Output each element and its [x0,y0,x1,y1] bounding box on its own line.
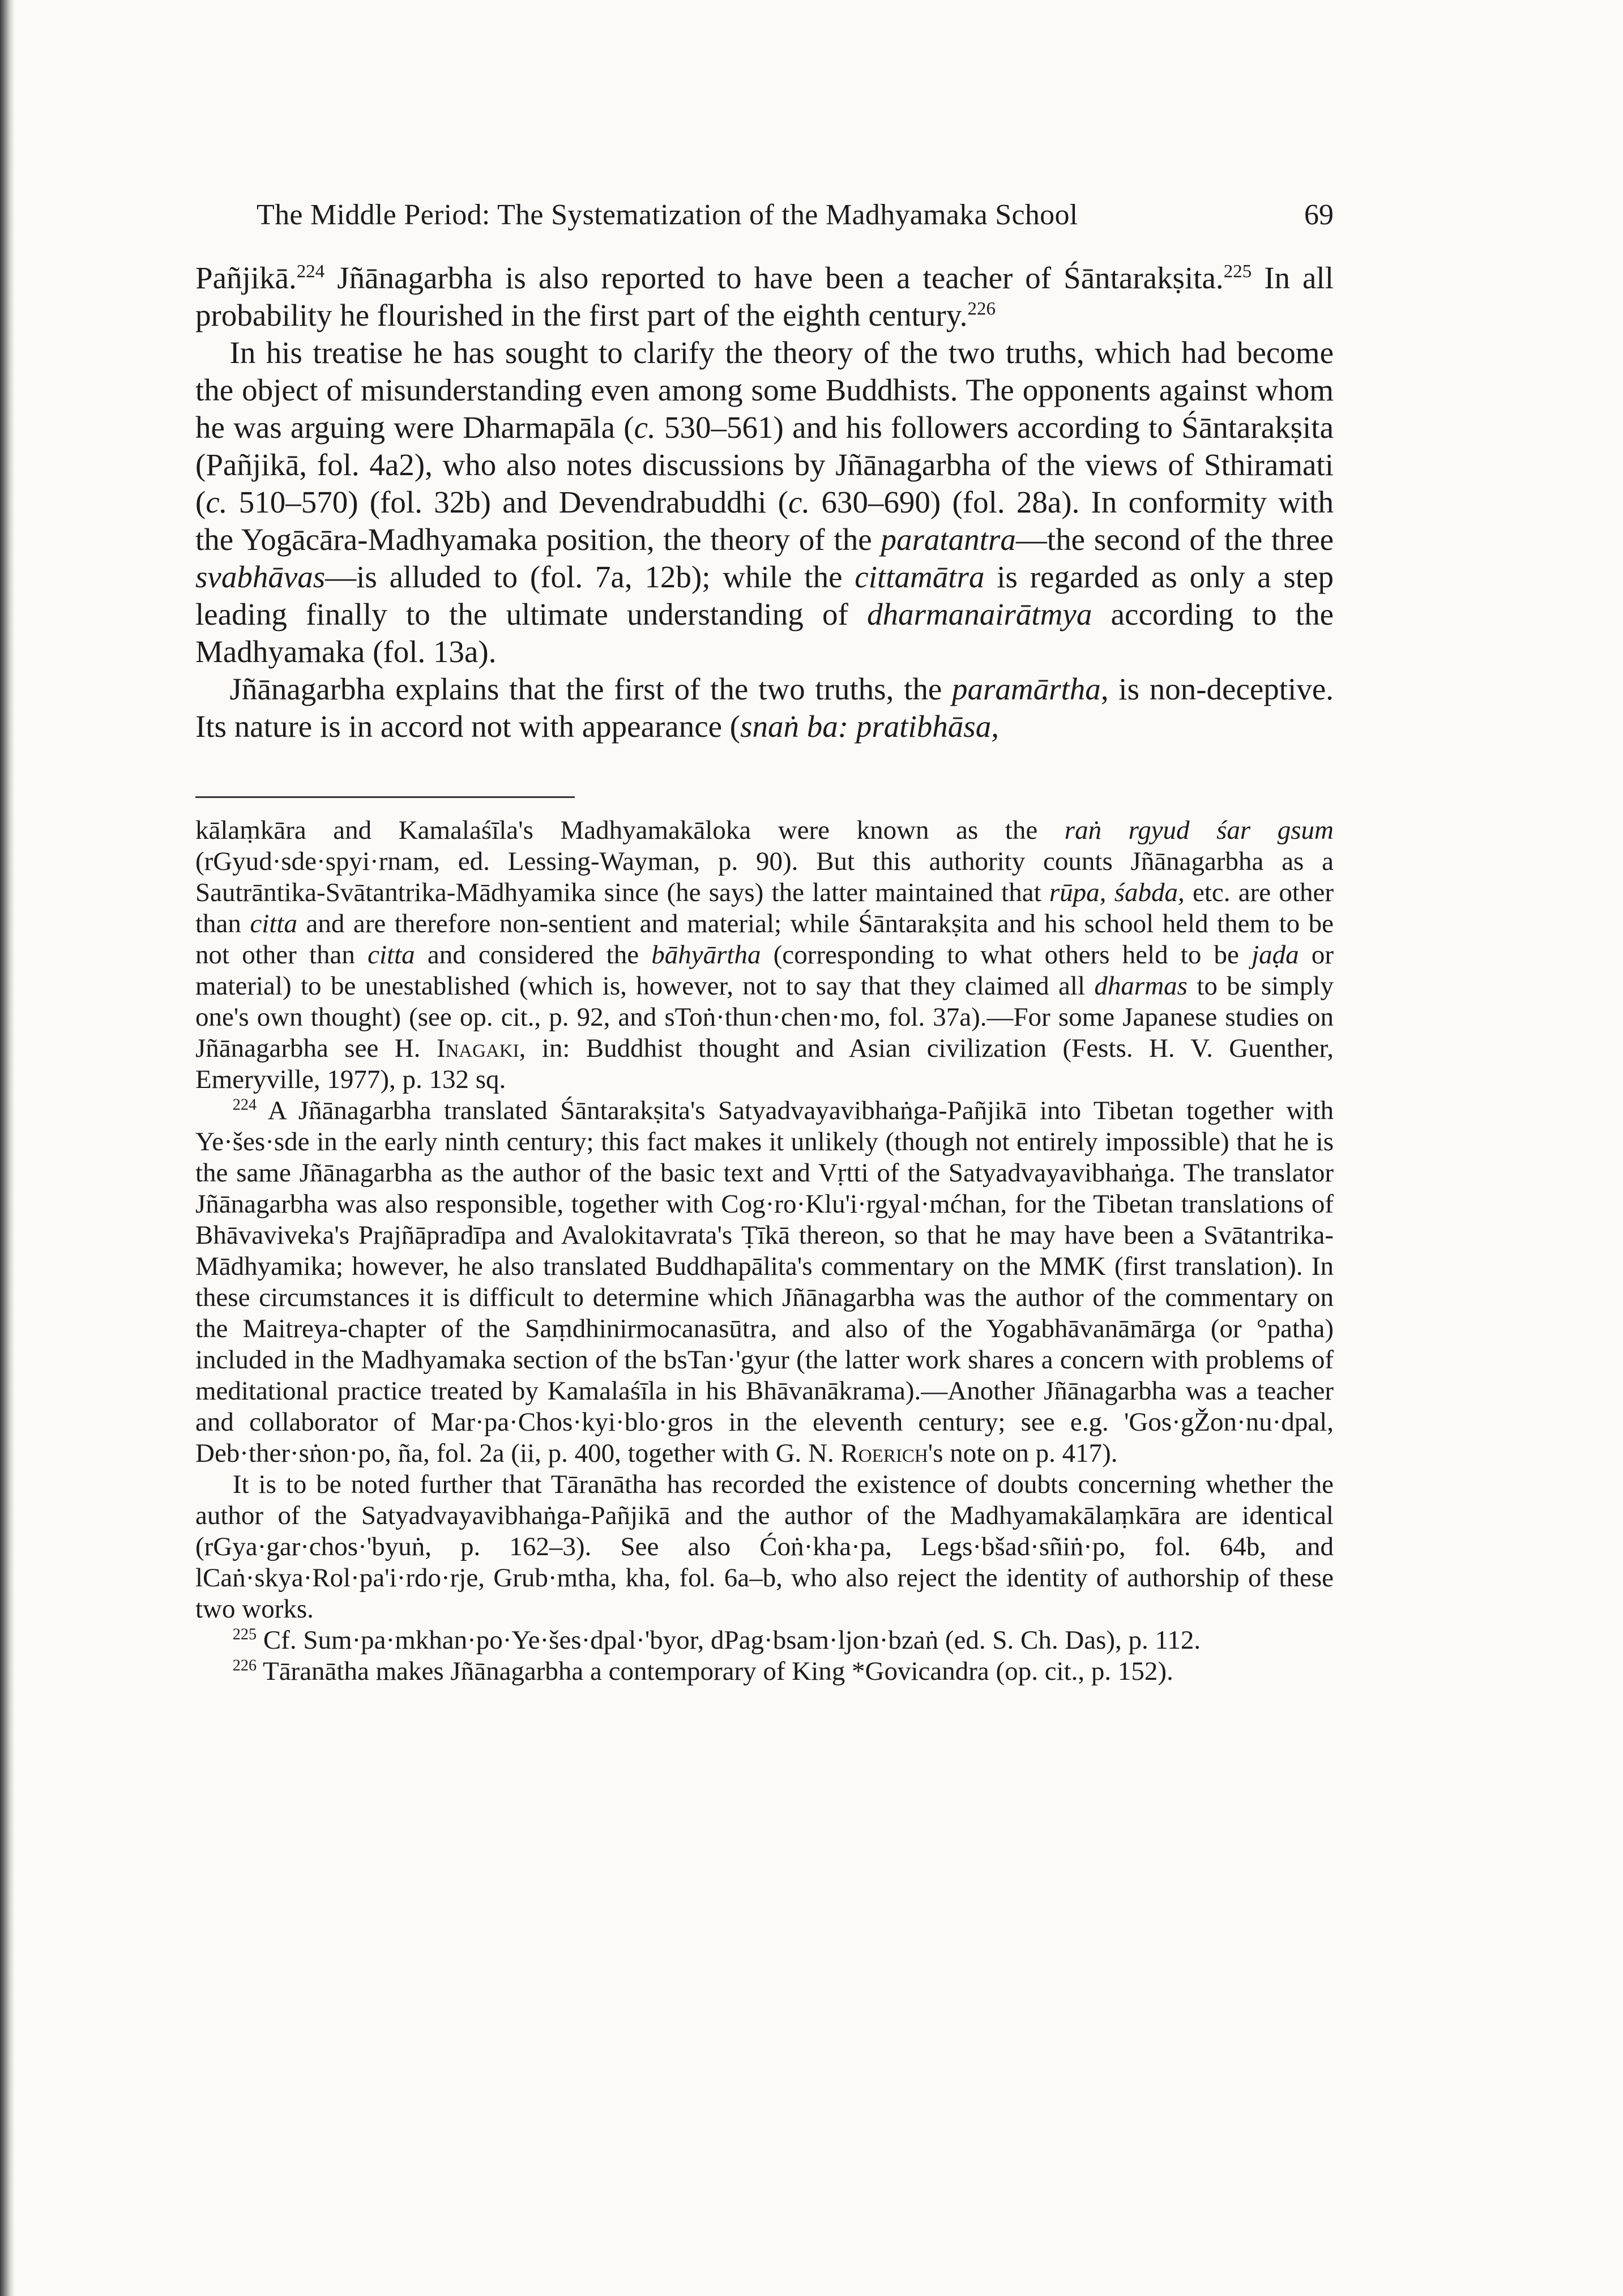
footnote-ref-224[interactable]: 224 [296,261,325,282]
paragraph: Jñānagarbha explains that the first of the two truths, the paramārtha, is non-deceptive. Its nature is in accord not with appearance (snaṅ ba: pratibhāsa, [195,672,1334,744]
footnote-number: 224 [232,1096,257,1114]
running-head-title: The Middle Period: The Systematization of the Madhyamaka School [257,199,1078,231]
footnote-separator [195,796,575,798]
footnote-continuation: kālaṃkāra and Kamalaśīla's Madhyamakāloka were known as the raṅ rgyud śar gsum (rGyud·sde·spyi·rnam, ed. Lessing-Wayman, p. 90). But this authority counts Jñānagarbha as a Sautrāntika-Svātantrika-Mādhyamika since (he says) the latter maintained that rūpa, śabda, etc. are other than citta and are therefore non-sentient and material; while Śāntarakṣita and his school held them to be not other than citta and considered the bāhyārtha (corresponding to what others held to be jaḍa or material) to be unestablished (which is, however, not to say that they claimed all dharmas to be simply one's own thought) (see op. cit., p. 92, and sToṅ·thun·chen·mo, fol. 37a).—For some Japanese studies on Jñānagarbha see H. Inagaki, in: Buddhist thought and Asian civilization (Fests. H. V. Guenther, Emeryville, 1977), p. 132 sq. [195,816,1334,1094]
footnote-ref-226[interactable]: 226 [967,298,996,319]
main-text [195,259,1334,745]
running-head [195,198,1334,249]
page-number: 69 [1304,199,1334,231]
paragraph: In his treatise he has sought to clarify the theory of the two truths, which had become the object of misunderstanding even among some Buddhists. The opponents against whom he was arguing were Dharmapāla (c. 530–561) and his followers according to Śāntarakṣita (Pañjikā, fol. 4a2), who also notes discussions by Jñānagarbha of the views of Sthiramati (c. 510–570) (fol. 32b) and Devendrabuddhi (c. 630–690) (fol. 28a). In conformity with the Yogācāra-Madhyamaka position, the theory of the paratantra—the second of the three svabhāvas—is alluded to (fol. 7a, 12b); while the cittamātra is regarded as only a step leading finally to the ultimate understanding of dharmanairātmya according to the Madhyamaka (fol. 13a). [195,335,1334,669]
footnote-225: $^{225}$ Cf. Sum·pa·mkhan·po·Ye·šes·dpal·'byor, dPag·bsam·ljon·bzaṅ (ed. S. Ch. Das), p. 112. [232,1625,1201,1655]
footnote-224: $^{224}$ A Jñānagarbha translated Śāntarakṣita's Satyadvayavibhaṅga-Pañjikā into Tibetan together with Ye·šes·sde in the early ninth century; this fact makes it unlikely (though not entirely impossible) that he is the same Jñānagarbha as the author of the basic text and Vṛtti of the Satyadvayavibhaṅga. The translator Jñānagarbha was also responsible, together with Cog·ro·Klu'i·rgyal·mćhan, for the Tibetan translations of Bhāvaviveka's Prajñāpradīpa and Avalokitavrata's Ṭīkā thereon, so that he may have been a Svātantrika-Mādhyamika; however, he also translated Buddhapālita's commentary on the MMK (first translation). In these circumstances it is difficult to determine which Jñānagarbha was the author of the commentary on the Maitreya-chapter of the Saṃdhinirmocanasūtra, and also of the Yogabhāvanāmārga (or °patha) included in the Madhyamaka section of the bsTan·'gyur (the latter work shares a concern with problems of meditational practice treated by Kamalaśīla in his Bhāvanākrama).—Another Jñānagarbha was a teacher and collaborator of Mar·pa·Chos·kyi·blo·gros in the eleventh century; see e.g. 'Gos·gŽon·nu·dpal, Deb·ther·sṅon·po, ña, fol. 2a (ii, p. 400, together with G. N. Roerich's note on p. 417). [195,1096,1334,1468]
footnote-number: 226 [232,1657,257,1675]
page [195,198,1334,1687]
footnote-226: $^{226}$ Tāranātha makes Jñānagarbha a contemporary of King *Govicandra (op. cit., p. 152). [232,1657,1173,1686]
footnote-number: 225 [232,1625,257,1644]
footnote-ref-225[interactable]: 225 [1223,261,1252,282]
page-edge-shadow [0,0,15,2296]
footnote-224-continued: It is to be noted further that Tāranātha has recorded the existence of doubts concerning whether the author of the Satyadvayavibhaṅga-Pañjikā and the author of the Madhyamakālaṃkāra are identical (rGya·gar·chos·'byuṅ, p. 162–3). See also Ćoṅ·kha·pa, Legs·bšad·sñiṅ·po, fol. 64b, and lCaṅ·skya·Rol·pa'i·rdo·rje, Grub·mtha, kha, fol. 6a–b, who also reject the identity of authorship of these two works. [195,1470,1334,1624]
footnotes [195,815,1334,1687]
paragraph: Pañjikā.$^{224}$ Jñānagarbha is also reported to have been a teacher of Śāntarakṣita.$^{225}$ In all probability he flourished in the first part of the eighth century.$^{226}$ [195,261,1334,332]
